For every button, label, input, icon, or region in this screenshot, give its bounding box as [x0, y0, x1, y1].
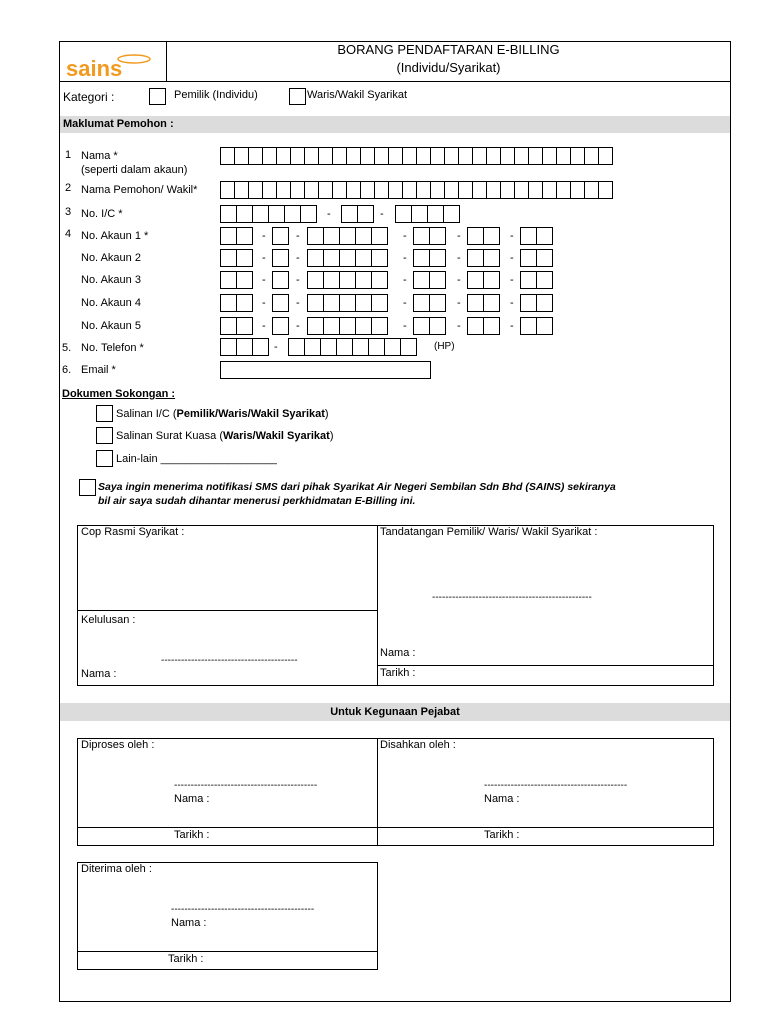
input-cell[interactable] [276, 181, 291, 199]
akaun3-input-group-4[interactable] [413, 271, 445, 289]
form-subtitle: (Individu/Syarikat) [396, 60, 501, 75]
ic-input-grid-3[interactable] [395, 205, 459, 223]
akaun2-input-group-1[interactable] [220, 249, 252, 267]
input-cell[interactable] [318, 181, 333, 199]
diproses-line: ------------------------------------------- [174, 780, 318, 791]
input-cell[interactable] [536, 249, 553, 267]
akaun4-label: No. Akaun 4 [81, 297, 141, 309]
option-pemilik-label: Pemilik (Individu) [174, 89, 258, 101]
akaun2-dash-5: - [510, 252, 514, 264]
input-cell[interactable] [355, 294, 372, 312]
input-cell[interactable] [542, 181, 557, 199]
akaun1-input-group-5[interactable] [467, 227, 499, 245]
diterima-label: Diterima oleh : [81, 863, 152, 875]
input-cell[interactable] [236, 249, 253, 267]
akaun4-input-group-6[interactable] [520, 294, 552, 312]
diterima-nama-label: Nama : [171, 917, 207, 929]
office-tarikh-line [77, 827, 714, 828]
diterima-tarikh-label: Tarikh : [168, 953, 204, 965]
kategori-label: Kategori : [63, 90, 115, 104]
akaun1-label: No. Akaun 1 * [81, 230, 149, 242]
akaun1-input-group-3[interactable] [307, 227, 387, 245]
akaun2-label: No. Akaun 2 [81, 252, 141, 264]
nama-number: 1 [65, 149, 72, 161]
input-cell[interactable] [357, 205, 374, 223]
input-cell[interactable] [556, 181, 571, 199]
checkbox-salinan-ic[interactable] [96, 405, 113, 422]
input-cell[interactable] [413, 271, 430, 289]
input-cell[interactable] [598, 147, 613, 165]
kelulusan-nama-label: Nama : [81, 668, 117, 680]
nama-note: (seperti dalam akaun) [81, 164, 188, 176]
input-cell[interactable] [262, 181, 277, 199]
input-cell[interactable] [307, 294, 324, 312]
input-cell[interactable] [220, 249, 237, 267]
input-cell[interactable] [374, 147, 389, 165]
akaun5-dash-3: - [403, 320, 407, 332]
akaun-number: 4 [65, 228, 72, 240]
input-cell[interactable] [272, 317, 289, 335]
akaun5-input-group-1[interactable] [220, 317, 252, 335]
input-cell[interactable] [483, 227, 500, 245]
ic-dash-2: - [380, 208, 384, 220]
input-cell[interactable] [411, 205, 428, 223]
input-cell[interactable] [360, 181, 375, 199]
input-cell[interactable] [248, 147, 263, 165]
akaun5-input-group-3[interactable] [307, 317, 387, 335]
input-cell[interactable] [371, 317, 388, 335]
pemohon-number: 2 [65, 182, 72, 194]
input-cell[interactable] [355, 317, 372, 335]
kelulusan-label: Kelulusan : [81, 614, 136, 626]
telefon-number: 5. [62, 342, 72, 354]
input-cell[interactable] [307, 317, 324, 335]
input-cell[interactable] [400, 338, 417, 356]
akaun2-input-group-5[interactable] [467, 249, 499, 267]
section-dokumen-title: Dokumen Sokongan : [62, 388, 176, 400]
input-cell[interactable] [339, 271, 356, 289]
input-cell[interactable] [384, 338, 401, 356]
akaun4-dash-2: - [296, 297, 300, 309]
pemohon-label: Nama Pemohon/ Wakil* [81, 184, 198, 196]
input-cell[interactable] [536, 317, 553, 335]
akaun1-dash-2: - [296, 230, 300, 242]
akaun4-input-group-4[interactable] [413, 294, 445, 312]
tandatangan-nama-label: Nama : [380, 647, 416, 659]
telefon-label: No. Telefon * [81, 342, 144, 354]
input-cell[interactable] [371, 271, 388, 289]
akaun2-input-group-4[interactable] [413, 249, 445, 267]
tandatangan-divider [377, 665, 714, 666]
input-cell[interactable] [536, 294, 553, 312]
input-cell[interactable] [570, 147, 585, 165]
input-cell[interactable] [584, 181, 599, 199]
akaun1-input-group-6[interactable] [520, 227, 552, 245]
input-cell[interactable] [514, 147, 529, 165]
input-cell[interactable] [272, 294, 289, 312]
input-cell[interactable] [304, 338, 321, 356]
sains-logo [64, 50, 158, 80]
input-cell[interactable] [346, 147, 361, 165]
input-cell[interactable] [413, 227, 430, 245]
input-cell[interactable] [323, 317, 340, 335]
input-cell[interactable] [307, 227, 324, 245]
checkbox-waris[interactable] [289, 88, 306, 105]
input-cell[interactable] [220, 271, 237, 289]
input-cell[interactable] [371, 227, 388, 245]
input-cell[interactable] [467, 294, 484, 312]
akaun3-input-group-3[interactable] [307, 271, 387, 289]
input-cell[interactable] [483, 271, 500, 289]
input-cell[interactable] [220, 338, 237, 356]
logo-text: sains [66, 56, 123, 80]
akaun3-dash-2: - [296, 274, 300, 286]
input-cell[interactable] [542, 147, 557, 165]
akaun5-input-group-2[interactable] [272, 317, 288, 335]
akaun5-dash-5: - [510, 320, 514, 332]
input-cell[interactable] [500, 181, 515, 199]
input-cell[interactable] [514, 181, 529, 199]
diterima-box [77, 862, 378, 970]
input-cell[interactable] [360, 147, 375, 165]
input-cell[interactable] [429, 271, 446, 289]
input-cell[interactable] [429, 294, 446, 312]
akaun1-input-group-4[interactable] [413, 227, 445, 245]
input-cell[interactable] [467, 227, 484, 245]
input-cell[interactable] [584, 147, 599, 165]
section-maklumat-title: Maklumat Pemohon : [63, 118, 174, 130]
akaun3-dash-4: - [457, 274, 461, 286]
input-cell[interactable] [458, 147, 473, 165]
input-cell[interactable] [323, 249, 340, 267]
ic-number: 3 [65, 206, 72, 218]
input-cell[interactable] [352, 338, 369, 356]
input-cell[interactable] [290, 181, 305, 199]
akaun3-input-group-1[interactable] [220, 271, 252, 289]
input-cell[interactable] [520, 227, 537, 245]
input-cell[interactable] [290, 147, 305, 165]
disahkan-label: Disahkan oleh : [380, 739, 456, 751]
input-cell[interactable] [598, 181, 613, 199]
cop-rasmi-label: Cop Rasmi Syarikat : [81, 526, 185, 538]
akaun5-input-group-4[interactable] [413, 317, 445, 335]
akaun1-dash-4: - [457, 230, 461, 242]
input-cell[interactable] [276, 147, 291, 165]
akaun5-dash-4: - [457, 320, 461, 332]
input-cell[interactable] [528, 147, 543, 165]
akaun2-input-group-3[interactable] [307, 249, 387, 267]
ic-input-grid-2[interactable] [341, 205, 373, 223]
input-cell[interactable] [272, 227, 289, 245]
office-box [77, 738, 714, 846]
input-cell[interactable] [528, 181, 543, 199]
input-cell[interactable] [520, 271, 537, 289]
input-cell[interactable] [483, 294, 500, 312]
input-cell[interactable] [262, 147, 277, 165]
diproses-nama-label: Nama : [174, 793, 210, 805]
input-cell[interactable] [536, 227, 553, 245]
input-cell[interactable] [236, 294, 253, 312]
input-cell[interactable] [472, 147, 487, 165]
input-cell[interactable] [430, 181, 445, 199]
input-cell[interactable] [236, 317, 253, 335]
ic-dash-1: - [327, 208, 331, 220]
input-cell[interactable] [318, 147, 333, 165]
akaun5-label: No. Akaun 5 [81, 320, 141, 332]
input-cell[interactable] [413, 294, 430, 312]
input-cell[interactable] [458, 181, 473, 199]
akaun3-input-group-5[interactable] [467, 271, 499, 289]
input-cell[interactable] [220, 181, 235, 199]
input-cell[interactable] [486, 181, 501, 199]
akaun3-dash-3: - [403, 274, 407, 286]
input-cell[interactable] [332, 181, 347, 199]
input-cell[interactable] [413, 317, 430, 335]
section-pejabat-title: Untuk Kegunaan Pejabat [330, 706, 460, 718]
input-cell[interactable] [304, 181, 319, 199]
input-cell[interactable] [520, 294, 537, 312]
input-cell[interactable] [536, 271, 553, 289]
input-cell[interactable] [430, 147, 445, 165]
input-cell[interactable] [416, 181, 431, 199]
input-cell[interactable] [336, 338, 353, 356]
input-cell[interactable] [320, 338, 337, 356]
input-cell[interactable] [341, 205, 358, 223]
tandatangan-label: Tandatangan Pemilik/ Waris/ Wakil Syarikat : [380, 526, 598, 538]
tandatangan-line: ------------------------------------------------ [432, 592, 592, 603]
input-cell[interactable] [339, 294, 356, 312]
akaun2-dash-1: - [262, 252, 266, 264]
email-input[interactable] [220, 361, 431, 379]
input-cell[interactable] [395, 205, 412, 223]
surat-kuasa-label: Salinan Surat Kuasa (Waris/Wakil Syarikat) [116, 430, 334, 442]
email-number: 6. [62, 364, 72, 376]
input-cell[interactable] [467, 317, 484, 335]
pemohon-input-grid[interactable] [220, 181, 612, 199]
input-cell[interactable] [355, 227, 372, 245]
akaun1-dash-3: - [403, 230, 407, 242]
diproses-tarikh-label: Tarikh : [174, 829, 210, 841]
akaun1-input-group-2[interactable] [272, 227, 288, 245]
akaun2-dash-4: - [457, 252, 461, 264]
akaun4-input-group-1[interactable] [220, 294, 252, 312]
akaun1-input-group-1[interactable] [220, 227, 252, 245]
input-cell[interactable] [220, 205, 237, 223]
akaun3-input-group-6[interactable] [520, 271, 552, 289]
akaun4-dash-3: - [403, 297, 407, 309]
akaun4-input-group-5[interactable] [467, 294, 499, 312]
input-cell[interactable] [252, 205, 269, 223]
input-cell[interactable] [248, 181, 263, 199]
input-cell[interactable] [323, 271, 340, 289]
ic-label: No. I/C * [81, 208, 123, 220]
input-cell[interactable] [252, 338, 269, 356]
input-cell[interactable] [236, 227, 253, 245]
akaun3-label: No. Akaun 3 [81, 274, 141, 286]
input-cell[interactable] [220, 294, 237, 312]
input-cell[interactable] [339, 317, 356, 335]
input-cell[interactable] [556, 147, 571, 165]
input-cell[interactable] [472, 181, 487, 199]
signature-divider [377, 525, 378, 686]
input-cell[interactable] [467, 249, 484, 267]
input-cell[interactable] [355, 271, 372, 289]
akaun1-dash-5: - [510, 230, 514, 242]
consent-line-1: Saya ingin menerima notifikasi SMS dari pihak Syarikat Air Negeri Sembilan Sdn Bhd (SAINS) sekiranya [98, 481, 616, 493]
input-cell[interactable] [284, 205, 301, 223]
akaun3-input-group-2[interactable] [272, 271, 288, 289]
checkbox-surat-kuasa[interactable] [96, 427, 113, 444]
input-cell[interactable] [304, 147, 319, 165]
input-cell[interactable] [371, 294, 388, 312]
checkbox-pemilik[interactable] [149, 88, 166, 105]
cop-bottom-line [77, 610, 377, 611]
input-cell[interactable] [234, 181, 249, 199]
kelulusan-line: ----------------------------------------- [161, 655, 298, 666]
salinan-ic-label: Salinan I/C (Pemilik/Waris/Wakil Syarikat) [116, 408, 329, 420]
input-cell[interactable] [236, 338, 253, 356]
input-cell[interactable] [413, 249, 430, 267]
input-cell[interactable] [374, 181, 389, 199]
akaun5-input-group-5[interactable] [467, 317, 499, 335]
hp-label: (HP) [434, 341, 455, 352]
input-cell[interactable] [444, 147, 459, 165]
diproses-label: Diproses oleh : [81, 739, 155, 751]
disahkan-tarikh-label: Tarikh : [484, 829, 520, 841]
input-cell[interactable] [483, 317, 500, 335]
input-cell[interactable] [427, 205, 444, 223]
telefon-input-grid-2[interactable] [288, 338, 416, 356]
input-cell[interactable] [220, 227, 237, 245]
akaun4-dash-1: - [262, 297, 266, 309]
input-cell[interactable] [300, 205, 317, 223]
input-cell[interactable] [402, 181, 417, 199]
disahkan-line: ------------------------------------------- [484, 780, 628, 791]
input-cell[interactable] [486, 147, 501, 165]
input-cell[interactable] [402, 147, 417, 165]
akaun3-dash-5: - [510, 274, 514, 286]
input-cell[interactable] [220, 147, 235, 165]
input-cell[interactable] [500, 147, 515, 165]
akaun1-dash-1: - [262, 230, 266, 242]
input-cell[interactable] [520, 249, 537, 267]
akaun2-input-group-6[interactable] [520, 249, 552, 267]
input-cell[interactable] [323, 227, 340, 245]
input-cell[interactable] [416, 147, 431, 165]
telefon-input-grid-1[interactable] [220, 338, 268, 356]
input-cell[interactable] [288, 338, 305, 356]
input-cell[interactable] [268, 205, 285, 223]
form-title: BORANG PENDAFTARAN E-BILLING [337, 42, 560, 57]
input-cell[interactable] [444, 181, 459, 199]
telefon-dash: - [274, 341, 278, 353]
input-cell[interactable] [483, 249, 500, 267]
akaun4-dash-5: - [510, 297, 514, 309]
header-bottom-line [59, 81, 731, 82]
input-cell[interactable] [307, 249, 324, 267]
input-cell[interactable] [220, 317, 237, 335]
input-cell[interactable] [234, 147, 249, 165]
akaun4-input-group-2[interactable] [272, 294, 288, 312]
diterima-line: ------------------------------------------- [171, 904, 315, 915]
input-cell[interactable] [236, 271, 253, 289]
email-label: Email * [81, 364, 116, 376]
input-cell[interactable] [443, 205, 460, 223]
input-cell[interactable] [368, 338, 385, 356]
lain-lain-label: Lain-lain ___________________ [116, 453, 277, 465]
akaun4-dash-4: - [457, 297, 461, 309]
input-cell[interactable] [339, 249, 356, 267]
checkbox-lain-lain[interactable] [96, 450, 113, 467]
akaun3-dash-1: - [262, 274, 266, 286]
input-cell[interactable] [272, 249, 289, 267]
input-cell[interactable] [520, 317, 537, 335]
input-cell[interactable] [467, 271, 484, 289]
input-cell[interactable] [388, 181, 403, 199]
input-cell[interactable] [236, 205, 253, 223]
consent-line-2: bil air saya sudah dihantar menerusi perkhidmatan E-Billing ini. [98, 495, 416, 507]
checkbox-sms-consent[interactable] [79, 479, 96, 496]
input-cell[interactable] [429, 317, 446, 335]
input-cell[interactable] [332, 147, 347, 165]
akaun2-dash-2: - [296, 252, 300, 264]
akaun4-input-group-3[interactable] [307, 294, 387, 312]
input-cell[interactable] [307, 271, 324, 289]
ic-input-grid-1[interactable] [220, 205, 316, 223]
akaun5-dash-2: - [296, 320, 300, 332]
tandatangan-tarikh-label: Tarikh : [380, 667, 416, 679]
input-cell[interactable] [346, 181, 361, 199]
disahkan-nama-label: Nama : [484, 793, 520, 805]
input-cell[interactable] [371, 249, 388, 267]
akaun5-dash-1: - [262, 320, 266, 332]
input-cell[interactable] [323, 294, 340, 312]
office-divider [377, 738, 378, 846]
nama-label: Nama * [81, 150, 118, 162]
input-cell[interactable] [570, 181, 585, 199]
input-cell[interactable] [355, 249, 372, 267]
diterima-tarikh-line [77, 951, 378, 952]
akaun5-input-group-6[interactable] [520, 317, 552, 335]
input-cell[interactable] [429, 249, 446, 267]
input-cell[interactable] [429, 227, 446, 245]
input-cell[interactable] [388, 147, 403, 165]
input-cell[interactable] [272, 271, 289, 289]
nama-input-grid[interactable] [220, 147, 612, 165]
option-waris-label: Waris/Wakil Syarikat [307, 89, 408, 101]
input-cell[interactable] [339, 227, 356, 245]
akaun2-input-group-2[interactable] [272, 249, 288, 267]
akaun2-dash-3: - [403, 252, 407, 264]
